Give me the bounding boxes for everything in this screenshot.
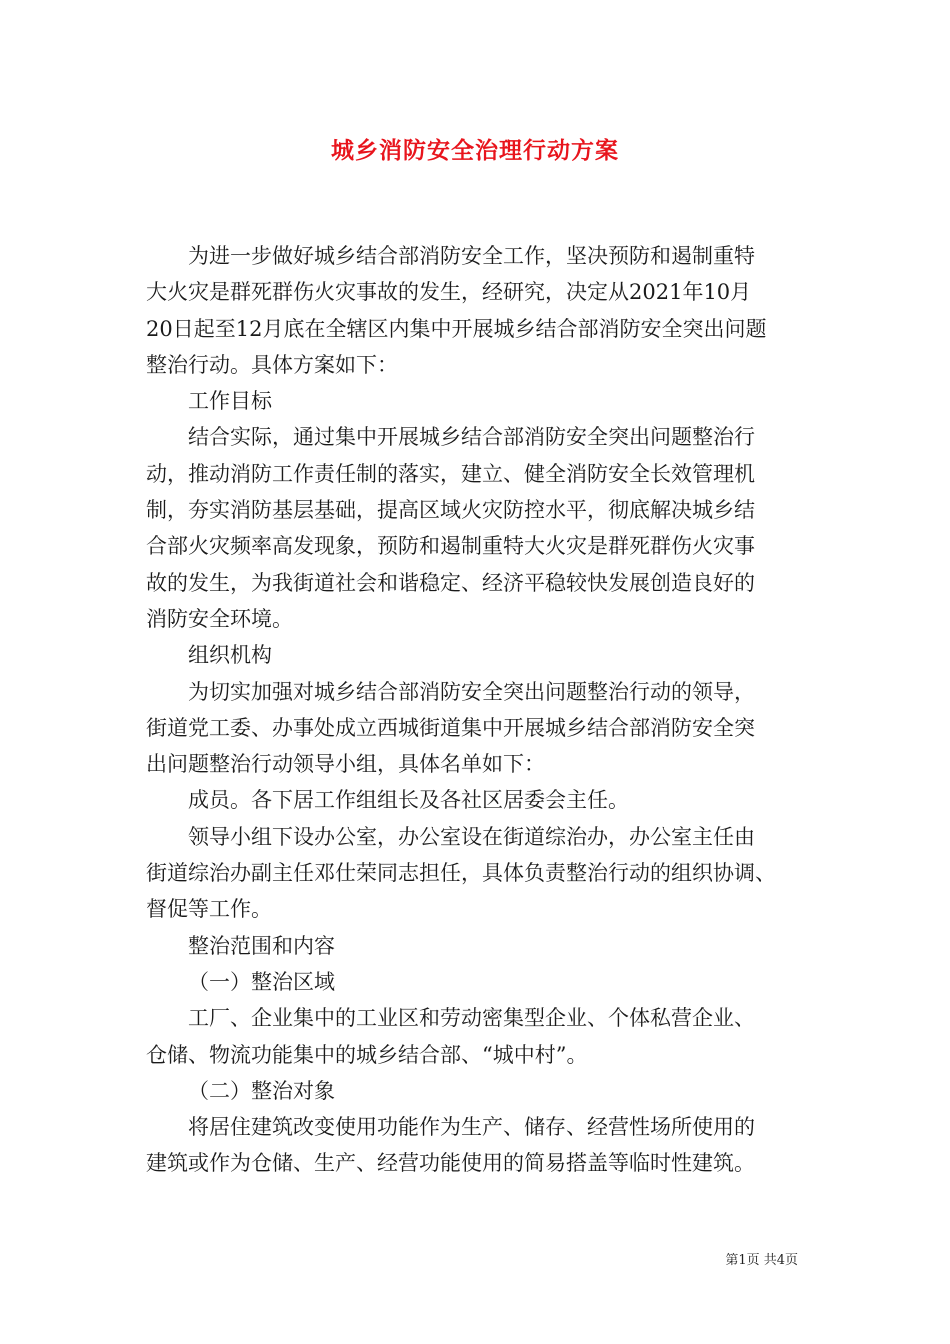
body-line: 合部火灾频率高发现象，预防和遏制重特大火灾是群死群伤火灾事 (146, 534, 755, 559)
body-line: 街道综治办副主任邓仕荣同志担任，具体负责整治行动的组织协调、 (146, 861, 776, 886)
document-title: 城乡消防安全治理行动方案 (331, 137, 619, 164)
body-line: 结合实际，通过集中开展城乡结合部消防安全突出问题整治行 (188, 425, 755, 450)
body-line: 领导小组下设办公室，办公室设在街道综治办，办公室主任由 (188, 824, 755, 849)
body-line: 大火灾是群死群伤火灾事故的发生，经研究，决定从2021年10月 (146, 280, 752, 305)
body-line: 将居住建筑改变使用功能作为生产、储存、经营性场所使用的 (188, 1115, 755, 1140)
page-footer: 第1页 共4页 (725, 1253, 798, 1268)
document-body (146, 238, 810, 1182)
body-line: 成员。各下居工作组组长及各社区居委会主任。 (188, 788, 629, 813)
body-line: 为进一步做好城乡结合部消防安全工作，坚决预防和遏制重特 (188, 244, 755, 268)
body-line: 督促等工作。 (146, 897, 272, 922)
body-line: 消防安全环境。 (146, 606, 293, 631)
body-line: 仓储、物流功能集中的城乡结合部、“城中村”。 (146, 1042, 588, 1067)
body-line: 故的发生，为我街道社会和谐稳定、经济平稳较快发展创造良好的 (146, 570, 755, 595)
body-line: （一）整治区域 (188, 969, 335, 994)
body-line: 20日起至12月底在全辖区内集中开展城乡结合部消防安全突出问题 (146, 316, 767, 341)
body-line: 工厂、企业集中的工业区和劳动密集型企业、个体私营企业、 (188, 1006, 755, 1031)
body-line: 工作目标 (188, 389, 272, 414)
body-line: 出问题整治行动领导小组，具体名单如下： (146, 752, 545, 777)
body-line: （二）整治对象 (188, 1078, 335, 1103)
body-line: 组织机构 (188, 643, 272, 668)
body-line: 制，夯实消防基层基础，提高区域火灾防控水平，彻底解决城乡结 (146, 498, 755, 523)
body-line: 整治行动。具体方案如下： (146, 352, 398, 377)
body-line: 为切实加强对城乡结合部消防安全突出问题整治行动的领导， (188, 679, 755, 704)
body-line: 建筑或作为仓储、生产、经营功能使用的简易搭盖等临时性建筑。 (146, 1151, 755, 1176)
body-line: 动，推动消防工作责任制的落实，建立、健全消防安全长效管理机 (146, 461, 755, 486)
body-line: 街道党工委、办事处成立西城街道集中开展城乡结合部消防安全突 (146, 715, 755, 740)
body-line: 整治范围和内容 (188, 933, 335, 958)
